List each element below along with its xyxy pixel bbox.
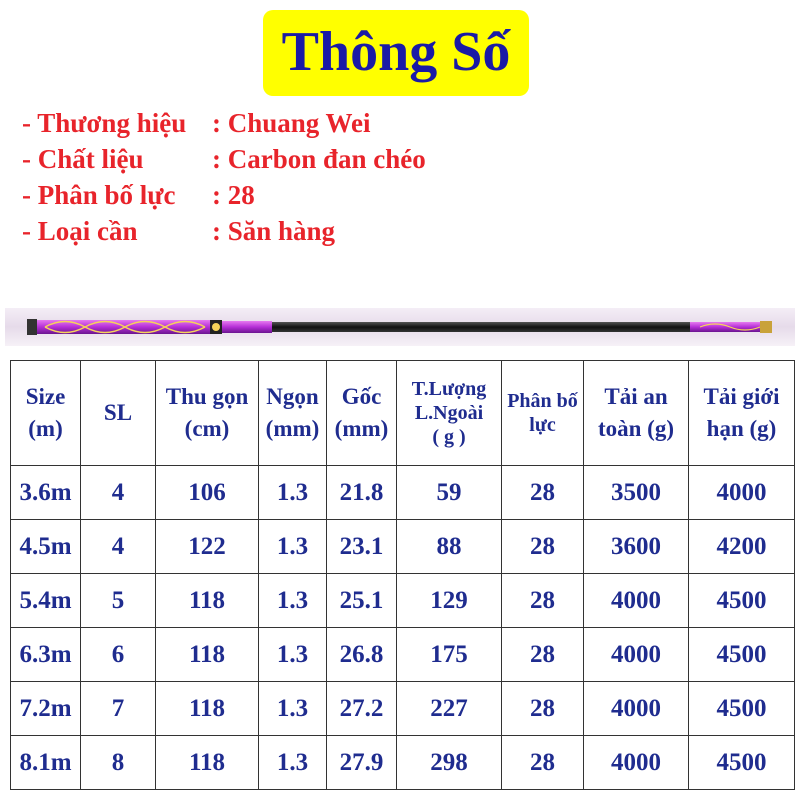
cell-safe-load: 4000: [584, 574, 689, 628]
cell-size: 8.1m: [11, 736, 81, 790]
cell-safe-load: 4000: [584, 628, 689, 682]
header-max-load: Tải giới hạn (g): [689, 361, 795, 466]
header-sections: SL: [81, 361, 156, 466]
cell-weight: 227: [397, 682, 502, 736]
cell-max-load: 4500: [689, 682, 795, 736]
cell-weight: 88: [397, 520, 502, 574]
spec-value: : Carbon đan chéo: [212, 144, 426, 174]
cell-butt: 27.2: [327, 682, 397, 736]
cell-safe-load: 4000: [584, 736, 689, 790]
cell-butt: 23.1: [327, 520, 397, 574]
header-tip: Ngọn (mm): [259, 361, 327, 466]
table-row: [11, 682, 795, 736]
table-row: [11, 628, 795, 682]
header-size: Size (m): [11, 361, 81, 466]
cell-max-load: 4000: [689, 466, 795, 520]
cell-sections: 5: [81, 574, 156, 628]
cell-safe-load: 4000: [584, 682, 689, 736]
cell-power: 28: [502, 466, 584, 520]
cell-weight: 129: [397, 574, 502, 628]
header-weight: T.Lượng L.Ngoài ( g ): [397, 361, 502, 466]
cell-closed-length: 118: [156, 736, 259, 790]
cell-max-load: 4500: [689, 736, 795, 790]
spec-table: [10, 360, 795, 790]
table-row: [11, 574, 795, 628]
cell-size: 6.3m: [11, 628, 81, 682]
cell-tip: 1.3: [259, 520, 327, 574]
cell-max-load: 4500: [689, 628, 795, 682]
cell-sections: 6: [81, 628, 156, 682]
spec-label: - Chất liệu: [22, 144, 144, 174]
header-power: Phân bố lực: [502, 361, 584, 466]
cell-tip: 1.3: [259, 574, 327, 628]
cell-max-load: 4500: [689, 574, 795, 628]
cell-closed-length: 118: [156, 682, 259, 736]
cell-sections: 8: [81, 736, 156, 790]
cell-sections: 4: [81, 466, 156, 520]
cell-butt: 25.1: [327, 574, 397, 628]
cell-weight: 175: [397, 628, 502, 682]
table-row: [11, 736, 795, 790]
cell-size: 5.4m: [11, 574, 81, 628]
cell-safe-load: 3600: [584, 520, 689, 574]
page-title: Thông Số: [281, 21, 511, 83]
cell-weight: 59: [397, 466, 502, 520]
fishing-rod-image: [5, 308, 795, 346]
cell-power: 28: [502, 736, 584, 790]
table-body: [11, 466, 795, 790]
header-butt: Gốc (mm): [327, 361, 397, 466]
cell-closed-length: 118: [156, 628, 259, 682]
cell-butt: 26.8: [327, 628, 397, 682]
spec-value: : Chuang Wei: [212, 108, 371, 138]
cell-butt: 21.8: [327, 466, 397, 520]
spec-value: : 28: [212, 180, 255, 210]
spec-value: : Săn hàng: [212, 216, 336, 246]
cell-power: 28: [502, 682, 584, 736]
spec-label: - Loại cần: [22, 216, 138, 246]
cell-weight: 298: [397, 736, 502, 790]
cell-power: 28: [502, 520, 584, 574]
cell-closed-length: 106: [156, 466, 259, 520]
cell-closed-length: 122: [156, 520, 259, 574]
title-banner: [263, 10, 529, 96]
cell-sections: 4: [81, 520, 156, 574]
spec-label: - Phân bố lực: [22, 180, 176, 210]
cell-tip: 1.3: [259, 736, 327, 790]
cell-power: 28: [502, 628, 584, 682]
spec-label: - Thương hiệu: [22, 108, 187, 138]
cell-tip: 1.3: [259, 682, 327, 736]
cell-size: 3.6m: [11, 466, 81, 520]
cell-safe-load: 3500: [584, 466, 689, 520]
cell-tip: 1.3: [259, 466, 327, 520]
cell-power: 28: [502, 574, 584, 628]
header-safe-load: Tải an toàn (g): [584, 361, 689, 466]
cell-closed-length: 118: [156, 574, 259, 628]
cell-sections: 7: [81, 682, 156, 736]
cell-tip: 1.3: [259, 628, 327, 682]
cell-butt: 27.9: [327, 736, 397, 790]
header-closed-length: Thu gọn (cm): [156, 361, 259, 466]
cell-size: 4.5m: [11, 520, 81, 574]
cell-size: 7.2m: [11, 682, 81, 736]
table-header-row: [11, 361, 795, 466]
cell-max-load: 4200: [689, 520, 795, 574]
table-row: [11, 520, 795, 574]
table-row: [11, 466, 795, 520]
